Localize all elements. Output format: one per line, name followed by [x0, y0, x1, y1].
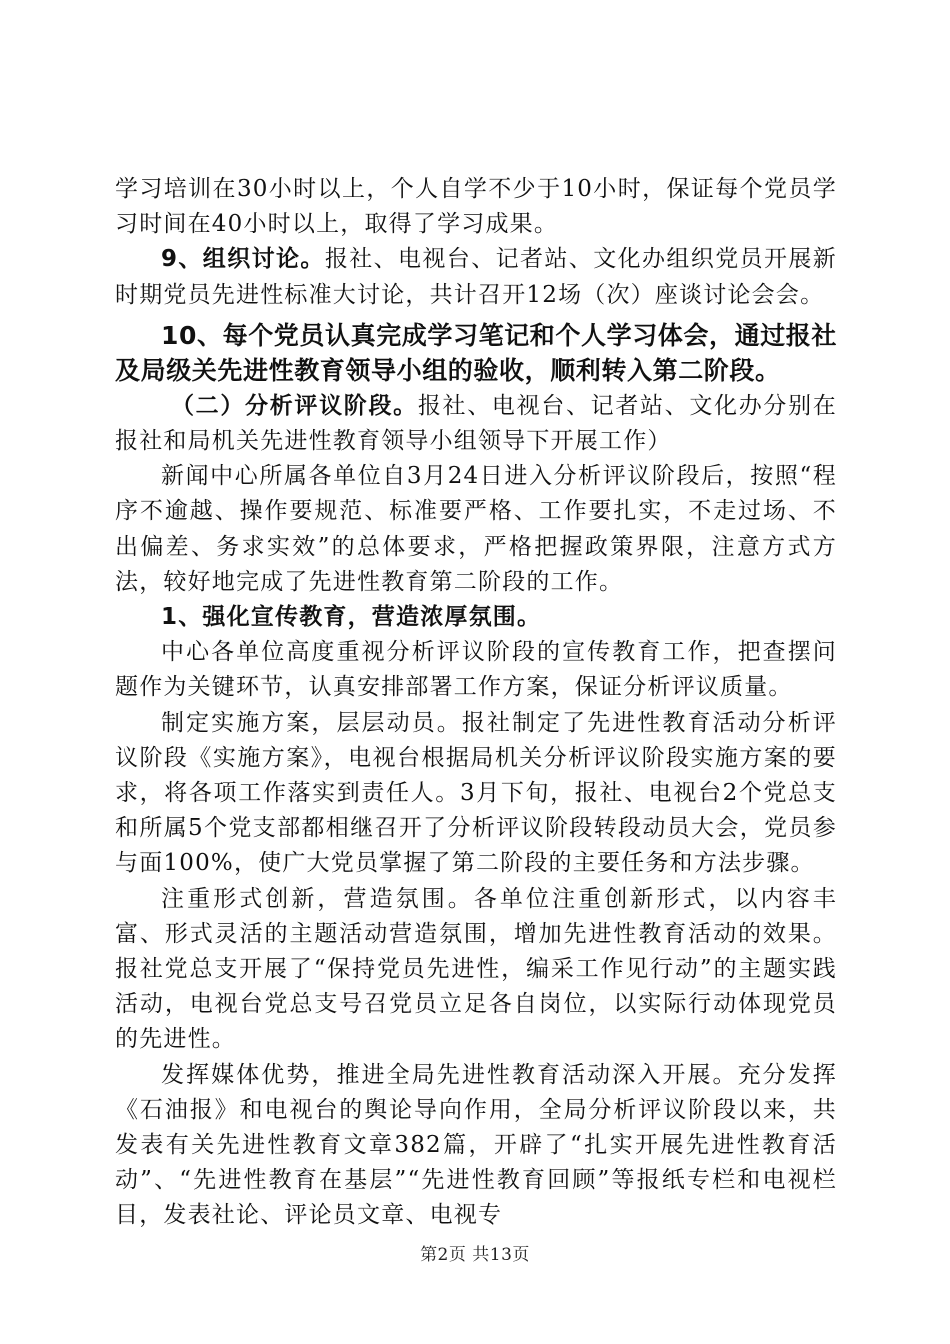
item-heading: 1、强化宣传教育，营造浓厚氛围。 — [161, 604, 542, 631]
paragraph-text: 制定实施方案，层层动员。报社制定了先进性教育活动分析评议阶段《实施方案》，电视台根据局机关分析评议阶段实施方案的要求，将各项工作落实到责任人。3月下旬，报社、电视台2个党总支和所属5个党支部都相继召开了分析评议阶段转段动员大会，党员参与面100%，使广大党员掌握了第二阶段的主要任务和方法步骤。 — [115, 709, 837, 877]
item-heading: 10、每个党员认真完成学习笔记和个人学习体会，通过报社及局级关先进性教育领导小组的验收，顺利转入第二阶段。 — [115, 320, 837, 385]
document-body — [115, 172, 837, 1234]
paragraph-text: 注重形式创新，营造氛围。各单位注重创新形式，以内容丰富、形式灵活的主题活动营造氛围，增加先进性教育活动的效果。报社党总支开展了“保持党员先进性，编采工作见行动”的主题实践活动，电视台党总支号召党员立足各自岗位，以实际行动体现党员的先进性。 — [115, 885, 837, 1053]
paragraph-text: 新闻中心所属各单位自3月24日进入分析评议阶段后，按照“程序不逾越、操作要规范、标准要严格、工作要扎实，不走过场、不出偏差、务求实效”的总体要求，严格把握政策界限，注意方式方法，较好地完成了先进性教育第二阶段的工作。 — [115, 463, 837, 595]
paragraph-study-hours — [115, 172, 837, 242]
paragraph-item-10 — [115, 318, 837, 388]
paragraph-media-advantage — [115, 1058, 837, 1234]
paragraph-center-units — [115, 635, 837, 705]
paragraph-implementation-plan — [115, 706, 837, 882]
paragraph-news-center — [115, 459, 837, 600]
paragraph-text: 学习培训在30小时以上，个人自学不少于10小时，保证每个党员学习时间在40小时以上，取得了学习成果。 — [115, 176, 837, 238]
paragraph-form-innovation — [115, 882, 837, 1058]
paragraph-item-1-heading — [115, 600, 837, 635]
item-heading: 9、组织讨论。 — [161, 246, 325, 273]
paragraph-text: 报社、电视台、记者站、文化办分别在报社和局机关先进性教育领导小组领导下开展工作） — [115, 392, 837, 455]
paragraph-section-2 — [115, 389, 837, 459]
paragraph-text: 中心各单位高度重视分析评议阶段的宣传教育工作，把查摆问题作为关键环节，认真安排部署工作方案，保证分析评议质量。 — [115, 639, 837, 701]
paragraph-item-9 — [115, 242, 837, 312]
paragraph-text: 发挥媒体优势，推进全局先进性教育活动深入开展。充分发挥《石油报》和电视台的舆论导向作用，全局分析评议阶段以来，共发表有关先进性教育文章382篇，开辟了“扎实开展先进性教育活动”、“先进性教育在基层”“先进性教育回顾”等报纸专栏和电视栏目，发表社论、评论员文章、电视专 — [115, 1061, 837, 1229]
section-heading: （二）分析评议阶段。 — [171, 392, 418, 419]
page-footer — [0, 1240, 950, 1265]
page-number: 第2页 共13页 — [420, 1245, 530, 1265]
paragraph-text: 报社、电视台、记者站、文化办组织党员开展新时期党员先进性标准大讨论，共计召开12场（次）座谈讨论会会。 — [115, 246, 838, 308]
